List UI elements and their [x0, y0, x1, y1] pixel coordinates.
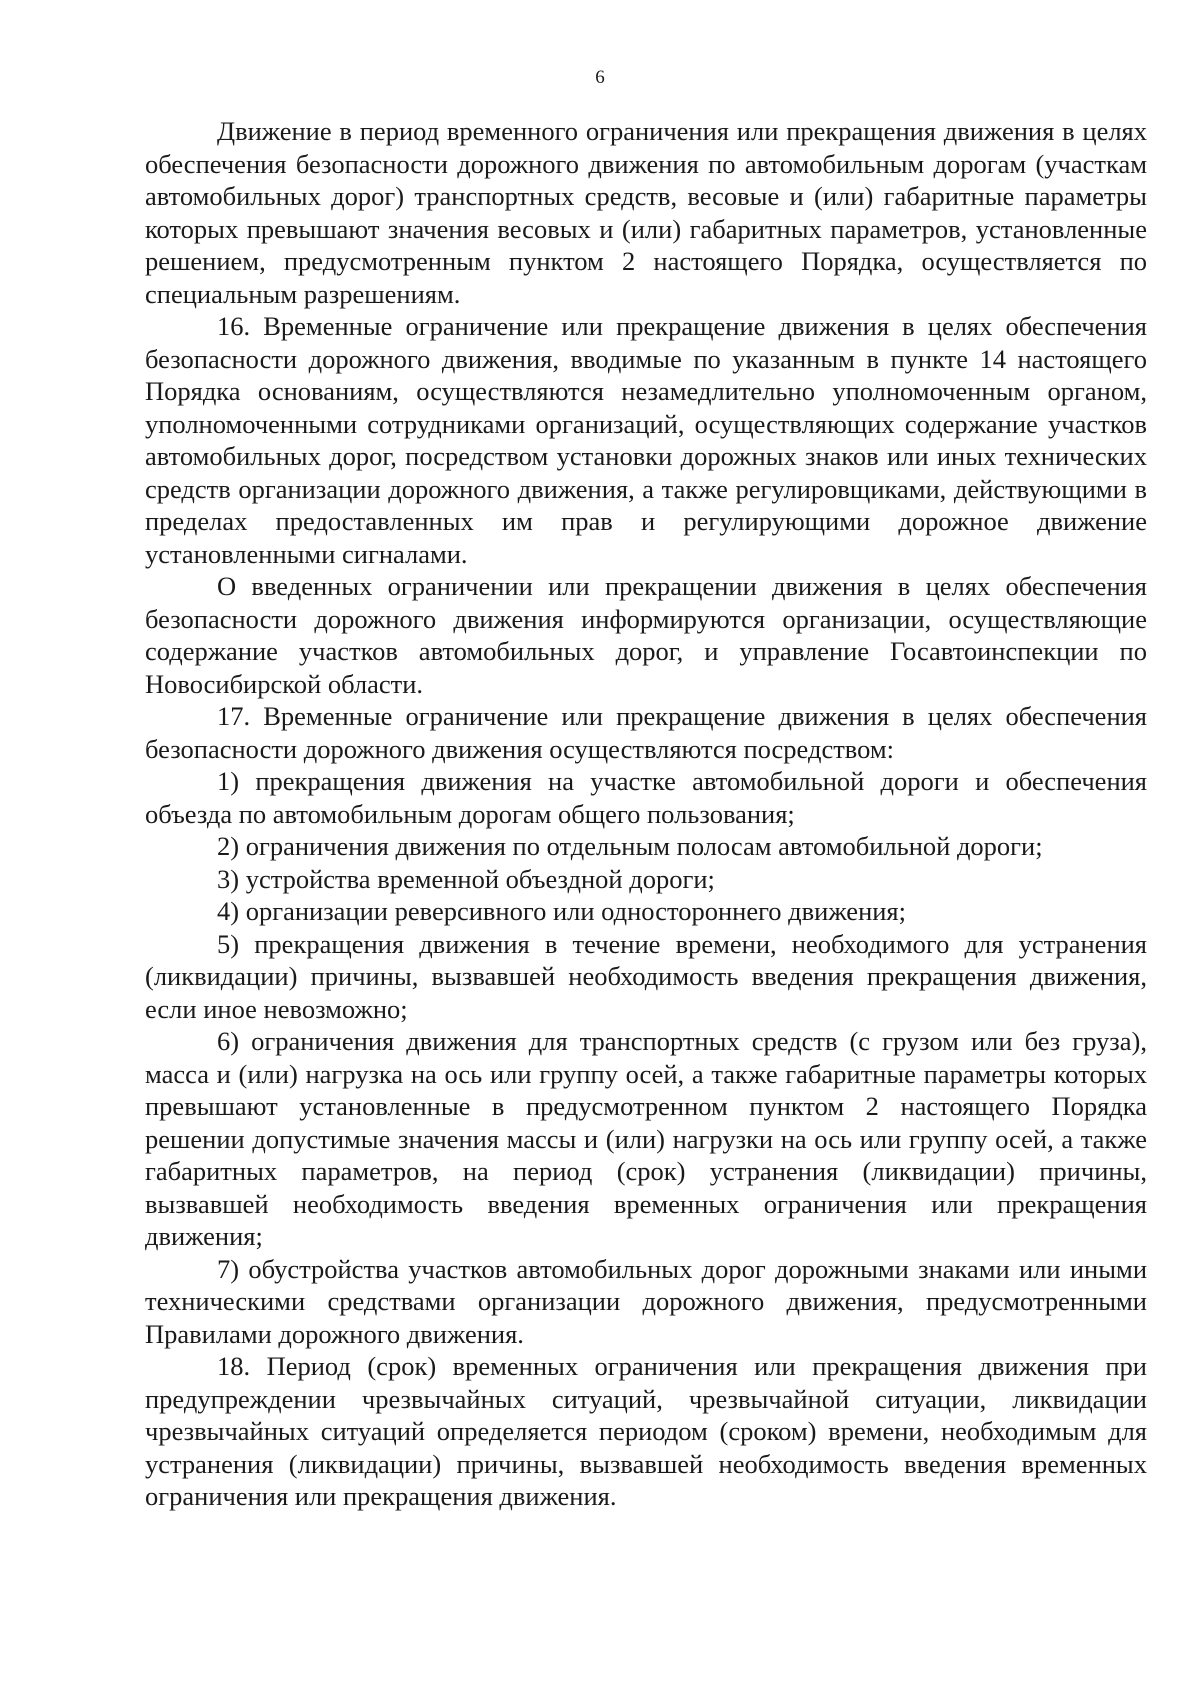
list-item-17-1: 1) прекращения движения на участке автомобильной дороги и обеспечения объезда по автомобильным дорогам общего пользования;	[145, 766, 1147, 829]
paragraph-item-17: 17. Временные ограничение или прекращение движения в целях обеспечения безопасности дорожного движения осуществляются посредством:	[145, 701, 1147, 764]
paragraph-item-18: 18. Период (срок) временных ограничения или прекращения движения при предупреждении чрезвычайных ситуаций, чрезвычайной ситуации, ликвидации чрезвычайных ситуаций определяется периодом (сроком) времени, необходимым для устранения (ликвидации) причины, вызвавшей необходимость введения временных ограничения или прекращения движения.	[145, 1351, 1147, 1511]
list-item-17-2: 2) ограничения движения по отдельным полосам автомобильной дороги;	[217, 831, 1043, 861]
paragraph-movement-special-permits: Движение в период временного ограничения или прекращения движения в целях обеспечения безопасности дорожного движения по автомобильным дорогам (участкам автомобильных дорог) транспортных средств, весовые и (или) габаритные параметры которых превышают значения весовых и (или) габаритных параметров, установленные решением, предусмотренным пунктом 2 настоящего Порядка, осуществляется по специальным разрешениям.	[145, 116, 1147, 309]
list-item-17-6: 6) ограничения движения для транспортных средств (с грузом или без груза), масса и (или) нагрузка на ось или группу осей, а также габаритные параметры которых превышают установленные в предусмотренном пунктом 2 настоящего Порядка решении допустимые значения массы и (или) нагрузки на ось или группу осей, а также габаритных параметров, на период (срок) устранения (ликвидации) причины, вызвавшей необходимость введения временных ограничения или прекращения движения;	[145, 1026, 1147, 1251]
list-item-17-4: 4) организации реверсивного или одностороннего движения;	[217, 896, 906, 926]
list-item-17-5: 5) прекращения движения в течение времени, необходимого для устранения (ликвидации) причины, вызвавшей необходимость введения прекращения движения, если иное невозможно;	[145, 928, 1147, 1024]
paragraph-informing-organizations: О введенных ограничении или прекращении движения в целях обеспечения безопасности дорожного движения информируются организации, осуществляющие содержание участков автомобильных дорог, и управление Госавтоинспекции по Новосибирской области.	[145, 571, 1147, 699]
list-item-17-7: 7) обустройства участков автомобильных дорог дорожными знаками или иными техническими средствами организации дорожного движения, предусмотренными Правилами дорожного движения.	[145, 1253, 1147, 1349]
document-body	[145, 115, 1147, 1513]
paragraph-item-16: 16. Временные ограничение или прекращение движения в целях обеспечения безопасности дорожного движения, вводимые по указанным в пункте 14 настоящего Порядка основаниям, осуществляются незамедлительно уполномоченным органом, уполномоченными сотрудниками организаций, осуществляющих содержание участков автомобильных дорог, посредством установки дорожных знаков или иных технических средств организации дорожного движения, а также регулировщиками, действующими в пределах предоставленных им прав и регулирующими дорожное движение установленными сигналами.	[145, 311, 1147, 569]
page-number: 6	[595, 67, 605, 88]
list-item-17-3: 3) устройства временной объездной дороги;	[217, 863, 715, 894]
